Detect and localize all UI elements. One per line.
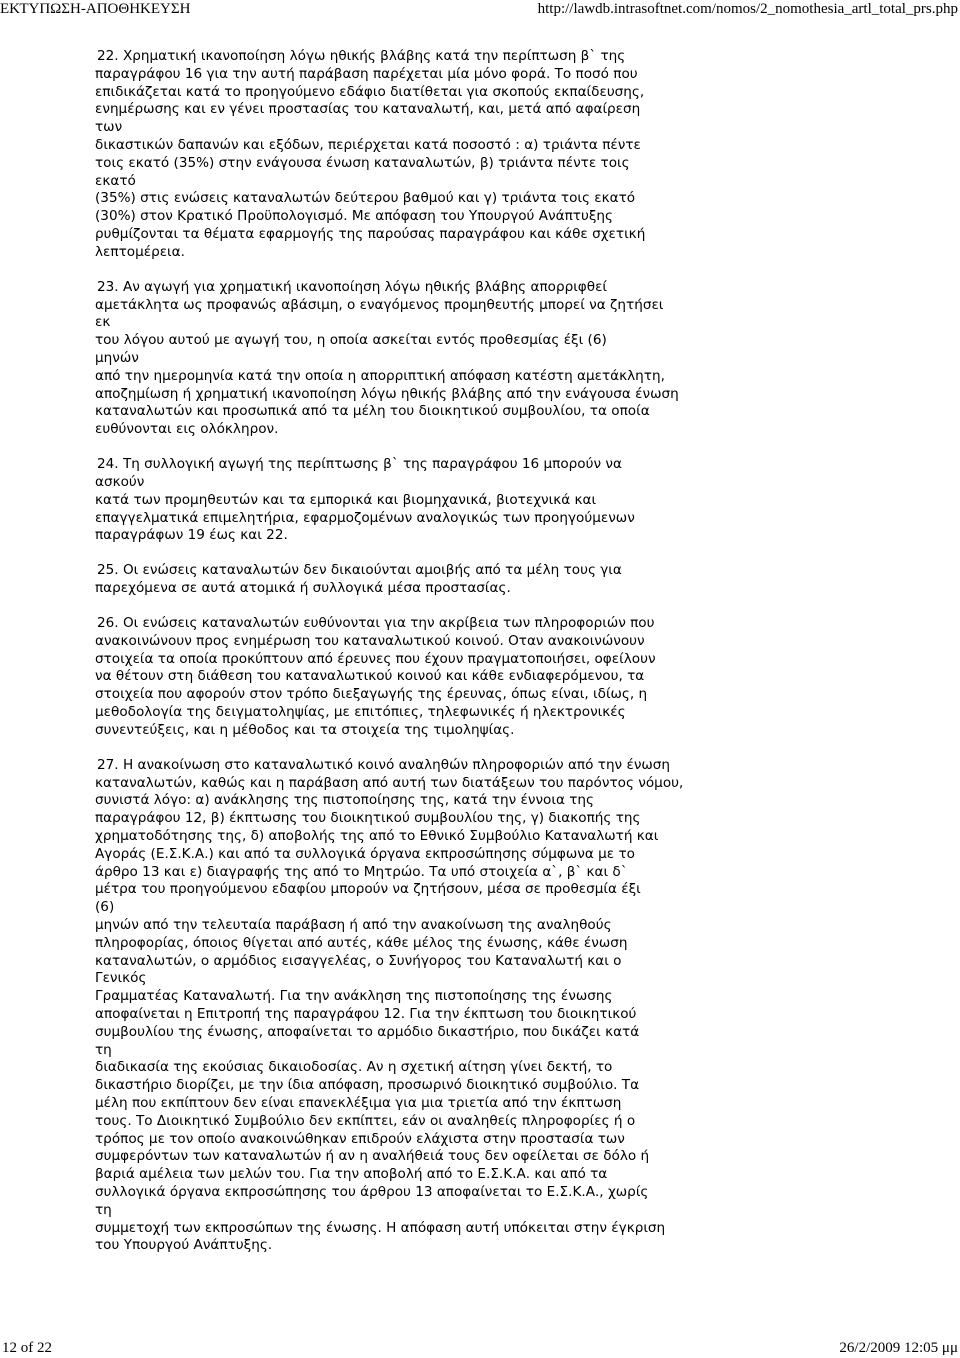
paragraph-line: (30%) στον Κρατικό Προϋπολογισμό. Με απόφαση του Υπουργού Ανάπτυξης: [95, 208, 614, 225]
paragraph-line: του Υπουργού Ανάπτυξης.: [95, 1237, 273, 1254]
paragraph-line: μέτρα του προηγούμενου εδαφίου μπορούν να ζητήσουν, μέσα σε προθεσμία έξι: [95, 881, 641, 898]
paragraph-line: χρηματοδότησης της, δ) αποβολής της από το Εθνικό Συμβούλιο Καταναλωτή και: [95, 828, 659, 845]
document-body: [95, 48, 725, 1272]
paragraph-line: καταναλωτών και προσωπικά από τα μέλη του διοικητικού συμβουλίου, τα οποία: [95, 403, 650, 420]
paragraph-line: αμετάκλητα ως προφανώς αβάσιμη, ο εναγόμενος προμηθευτής μπορεί να ζητήσει: [95, 296, 664, 313]
paragraph-line: επιδικάζεται κατά το προηγούμενο εδάφιο διατίθεται για σκοπούς εκπαίδευσης,: [95, 83, 645, 100]
paragraph-line: συνιστά λόγο: α) ανάκλησης της πιστοποίησης της, κατά την έννοια της: [95, 792, 595, 809]
paragraph-line: μηνών από την τελευταία παράβαση ή από την ανακοίνωση της αναληθούς: [95, 917, 612, 933]
paragraph-line: παρεχόμενα σε αυτά ατομικά ή συλλογικά μέσα προστασίας.: [95, 580, 511, 597]
paragraph-line: (35%) στις ενώσεις καταναλωτών δεύτερου βαθμού και γ) τριάντα τοις εκατό: [95, 190, 636, 207]
paragraph-line: τοις εκατό (35%) στην ενάγουσα ένωση καταναλωτών, β) τριάντα πέντε τοις: [95, 154, 630, 171]
paragraph-line: να θέτουν στη διάθεση του καταναλωτικού κοινού και κάθε ενδιαφερόμενου, τα: [95, 668, 645, 685]
paragraph-line: παραγράφων 19 έως και 22.: [95, 527, 288, 544]
paragraph-line: αποζημίωση ή χρηματική ικανοποίηση λόγω ηθικής βλάβης από την ενάγουσα ένωση: [95, 385, 679, 402]
paragraph: [95, 757, 725, 1255]
paragraph-line: από την ημερομηνία κατά την οποία η απορριπτική απόφαση κατέστη αμετάκλητη,: [95, 367, 665, 384]
paragraph: [95, 562, 725, 598]
paragraph-line: πληροφορίας, όποιος θίγεται από αυτές, κάθε μέλος της ένωσης, κάθε ένωση: [95, 934, 628, 951]
paragraph-line: τους. Το Διοικητικό Συμβούλιο δεν εκπίπτει, εάν οι αναληθείς πληροφορίες ή ο: [95, 1112, 636, 1129]
paragraph-line: βαριά αμέλεια των μελών του. Για την αποβολή από το Ε.Σ.Κ.Α. και από τα: [95, 1166, 608, 1183]
paragraph-line: μηνών: [95, 349, 139, 366]
paragraph-line: συμβουλίου της ένωσης, αποφαίνεται το αρμόδιο δικαστήριο, που δικάζει κατά: [95, 1023, 640, 1040]
paragraph-line: τρόπος με τον οποίο ανακοινώθηκαν επιδρούν ελάχιστα στην προστασία των: [95, 1130, 625, 1147]
paragraph-line: 24. Τη συλλογική αγωγή της περίπτωσης β` της παραγράφου 16 μπορούν να: [97, 456, 622, 473]
paragraph-line: τη: [95, 1041, 112, 1058]
paragraph-line: καταναλωτών, καθώς και η παράβαση από αυτή των διατάξεων του παρόντος νόμου,: [95, 774, 684, 791]
paragraph-line: 23. Αν αγωγή για χρηματική ικανοποίηση λόγω ηθικής βλάβης απορριφθεί: [97, 278, 608, 295]
paragraph-line: 25. Οι ενώσεις καταναλωτών δεν δικαιούνται αμοιβής από τα μέλη τους για: [97, 562, 622, 579]
paragraph-line: του λόγου αυτού με αγωγή του, η οποία ασκείται εντός προθεσμίας έξι (6): [95, 332, 607, 349]
paragraph-line: συμμετοχή των εκπροσώπων της ένωσης. Η απόφαση αυτή υπόκειται στην έγκριση: [95, 1219, 666, 1236]
paragraph-line: των: [95, 119, 123, 136]
paragraph-line: μέλη που εκπίπτουν δεν είναι επανεκλέξιμα για μια τριετία από την έκπτωση: [95, 1094, 622, 1111]
paragraph-line: 26. Οι ενώσεις καταναλωτών ευθύνονται για την ακρίβεια των πληροφοριών που: [97, 615, 655, 632]
paragraph-line: επαγγελματικά επιμελητήρια, εφαρμοζομένων αναλογικώς των προηγούμενων: [95, 509, 635, 526]
print-save-title: ΕΚΤΥΠΩΣΗ-ΑΠΟΘΗΚΕΥΣΗ: [0, 1, 191, 17]
paragraph-line: μεθοδολογία της δειγματοληψίας, με επιτόπιες, τηλεφωνικές ή ηλεκτρονικές: [95, 704, 626, 721]
print-datetime: 26/2/2009 12:05 μμ: [839, 1340, 958, 1356]
paragraph-line: 27. Η ανακοίνωση στο καταναλωτικό κοινό αναληθών πληροφοριών από την ένωση: [97, 756, 671, 773]
paragraph-line: Γραμματέας Καταναλωτή. Για την ανάκληση της πιστοποίησης της ένωσης: [95, 988, 613, 1005]
paragraph-line: ανακοινώνουν προς ενημέρωση του καταναλωτικού κοινού. Οταν ανακοινώνουν: [95, 632, 645, 649]
paragraph-line: Αγοράς (Ε.Σ.Κ.Α.) και από τα συλλογικά όργανα εκπροσώπησης σύμφωνα με το: [95, 845, 635, 862]
paragraph-line: συμφερόντων των καταναλωτών ή αν η αναλήθειά τους δεν οφείλεται σε δόλο ή: [95, 1148, 650, 1165]
paragraph-line: αποφαίνεται η Επιτροπή της παραγράφου 12. Για την έκπτωση του διοικητικού: [95, 1005, 637, 1022]
paragraph-line: κατά των προμηθευτών και τα εμπορικά και βιομηχανικά, βιοτεχνικά και: [95, 491, 597, 508]
page-counter: 12 of 22: [2, 1340, 52, 1356]
paragraph-line: εκ: [95, 314, 111, 331]
paragraph-line: ενημέρωσης και εν γένει προστασίας του καταναλωτή, και, μετά από αφαίρεση: [95, 101, 641, 118]
paragraph-line: λεπτομέρεια.: [95, 243, 185, 260]
paragraph-line: παραγράφου 12, β) έκπτωσης του διοικητικού συμβουλίου της, γ) διακοπής της: [95, 810, 641, 827]
paragraph-line: δικαστήριο διορίζει, με την ίδια απόφαση, προσωρινό διοικητικό συμβούλιο. Τα: [95, 1077, 640, 1094]
paragraph-line: συλλογικά όργανα εκπροσώπησης του άρθρου 13 αποφαίνεται το Ε.Σ.Κ.Α., χωρίς: [95, 1183, 649, 1200]
paragraph-line: στοιχεία τα οποία προκύπτουν από έρευνες που έχουν πραγματοποιήσει, οφείλουν: [95, 650, 656, 667]
paragraph-line: παραγράφου 16 για την αυτή παράβαση παρέχεται μία μόνο φορά. Το ποσό που: [95, 65, 638, 82]
paragraph: [95, 48, 725, 262]
paragraph-line: 22. Χρηματική ικανοποίηση λόγω ηθικής βλάβης κατά την περίπτωση β` της: [97, 48, 626, 64]
page-url: http://lawdb.intrasoftnet.com/nomos/2_nomothesia_artl_total_prs.php: [537, 1, 958, 17]
paragraph-line: καταναλωτών, ο αρμόδιος εισαγγελέας, ο Συνήγορος του Καταναλωτή και ο: [95, 952, 622, 969]
paragraph-line: Γενικός: [95, 970, 147, 987]
paragraph: [95, 456, 725, 545]
paragraph-line: (6): [95, 899, 115, 916]
paragraph-line: δικαστικών δαπανών και εξόδων, περιέρχεται κατά ποσοστό : α) τριάντα πέντε: [95, 136, 641, 153]
paragraph-line: εκατό: [95, 172, 136, 189]
paragraph: [95, 279, 725, 439]
paragraph-line: στοιχεία που αφορούν στον τρόπο διεξαγωγής της έρευνας, όπως είναι, ιδίως, η: [95, 686, 648, 703]
paragraph-line: συνεντεύξεις, και η μέθοδος και τα στοιχεία της τιμοληψίας.: [95, 721, 515, 738]
paragraph-line: άρθρο 13 και ε) διαγραφής της από το Μητρώο. Τα υπό στοιχεία α`, β` και δ`: [95, 863, 628, 880]
paragraph-line: διαδικασία της εκούσιας δικαιοδοσίας. Αν η σχετική αίτηση γίνει δεκτή, το: [95, 1059, 613, 1076]
paragraph-line: τη: [95, 1201, 112, 1218]
paragraph-line: ασκούν: [95, 473, 145, 490]
paragraph: [95, 615, 725, 740]
paragraph-line: ρυθμίζονται τα θέματα εφαρμογής της παρούσας παραγράφου και κάθε σχετική: [95, 225, 646, 242]
paragraph-line: ευθύνονται εις ολόκληρον.: [95, 421, 279, 438]
